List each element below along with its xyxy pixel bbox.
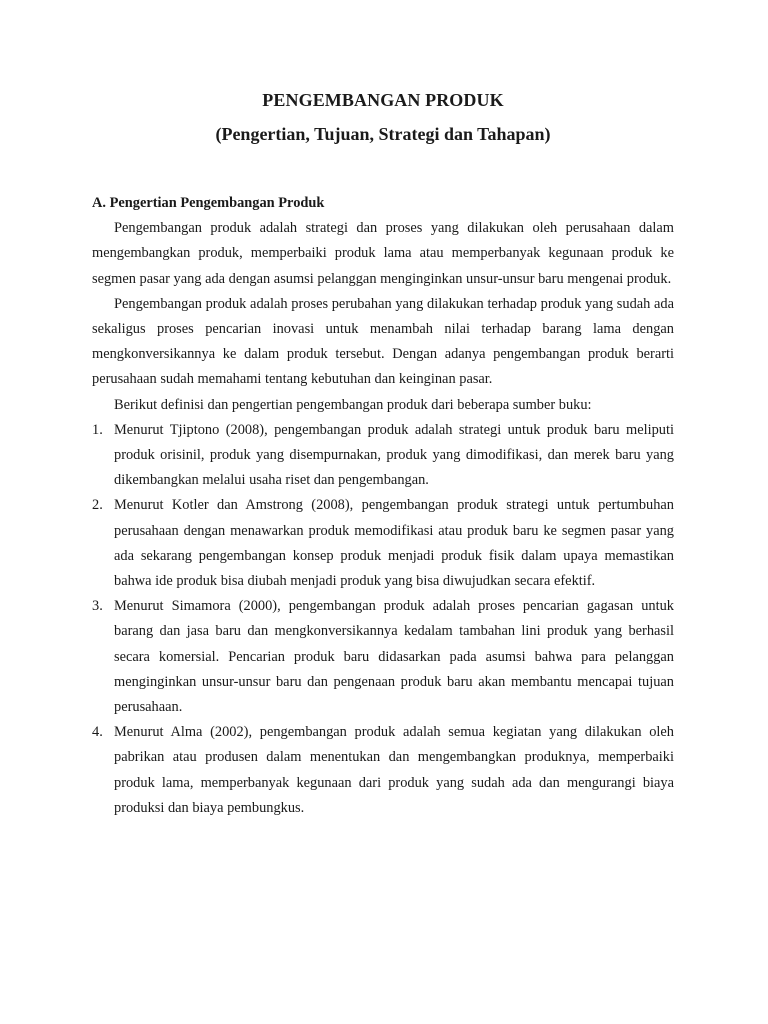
list-item-text: Menurut Alma (2002), pengembangan produk adalah semua kegiatan yang dilakukan oleh pabrikan atau produsen dalam menentukan dan mengembangkan produknya, memperbaiki produk lama, memperbanyak kegunaan dari produk yang sudah ada dan mengurangi biaya produksi dan biaya pembungkus. <box>114 724 674 816</box>
list-item <box>92 594 674 720</box>
document-body <box>92 191 674 821</box>
list-item-number: 2. <box>92 497 103 514</box>
list-item-text: Menurut Simamora (2000), pengembangan produk adalah proses pencarian gagasan untuk barang dan jasa baru dan mengkonversikannya kedalam tambahan lini produk yang berhasil secara komersial. Pencarian produk baru didasarkan pada asumsi bahwa para pelanggan menginginkan unsur-unsur baru dan pengenaan produk baru akan membantu mencapai tujuan perusahaan. <box>114 598 674 716</box>
definitions-list <box>92 418 674 821</box>
document-subtitle: (Pengertian, Tujuan, Strategi dan Tahapan) <box>215 124 551 144</box>
paragraph: Pengembangan produk adalah strategi dan proses yang dilakukan oleh perusahaan dalam mengembangkan produk, memperbaiki produk lama atau memperbanyak kegunaan produk ke segmen pasar yang ada dengan asumsi pelanggan menginginkan unsur-unsur baru mengenai produk. <box>92 220 674 287</box>
list-item-text: Menurut Tjiptono (2008), pengembangan produk adalah strategi untuk produk baru meliputi produk orisinil, produk yang disempurnakan, produk yang dimodifikasi, dan merek baru yang dikembangkan melalui usaha riset dan pengembangan. <box>114 421 674 489</box>
section-heading: A. Pengertian Pengembangan Produk <box>92 195 325 211</box>
list-item <box>92 720 674 821</box>
paragraph: Berikut definisi dan pengertian pengembangan produk dari beberapa sumber buku: <box>114 396 592 413</box>
list-item-number: 4. <box>92 724 103 741</box>
document-title: PENGEMBANGAN PRODUK <box>262 90 504 110</box>
list-item <box>92 493 674 594</box>
list-item-number: 3. <box>92 598 103 615</box>
list-item-number: 1. <box>92 421 103 438</box>
list-item-text: Menurut Kotler dan Amstrong (2008), pengembangan produk strategi untuk pertumbuhan perusahaan dengan menawarkan produk memodifikasi atau produk baru ke segmen pasar yang ada sekarang pengembangan konsep produk menjadi produk fisik dalam upaya memastikan bahwa ide produk bisa diubah menjadi produk yang bisa diwujudkan secara efektif. <box>114 497 674 590</box>
paragraph: Pengembangan produk adalah proses perubahan yang dilakukan terhadap produk yang sudah ada sekaligus proses pencarian inovasi untuk menambah nilai terhadap barang lama dengan mengkonversikannya ke dalam produk tersebut. Dengan adanya pengembangan produk berarti perusahaan sudah memahami tentang kebutuhan dan keinginan pasar. <box>92 295 674 388</box>
list-item <box>92 418 674 494</box>
